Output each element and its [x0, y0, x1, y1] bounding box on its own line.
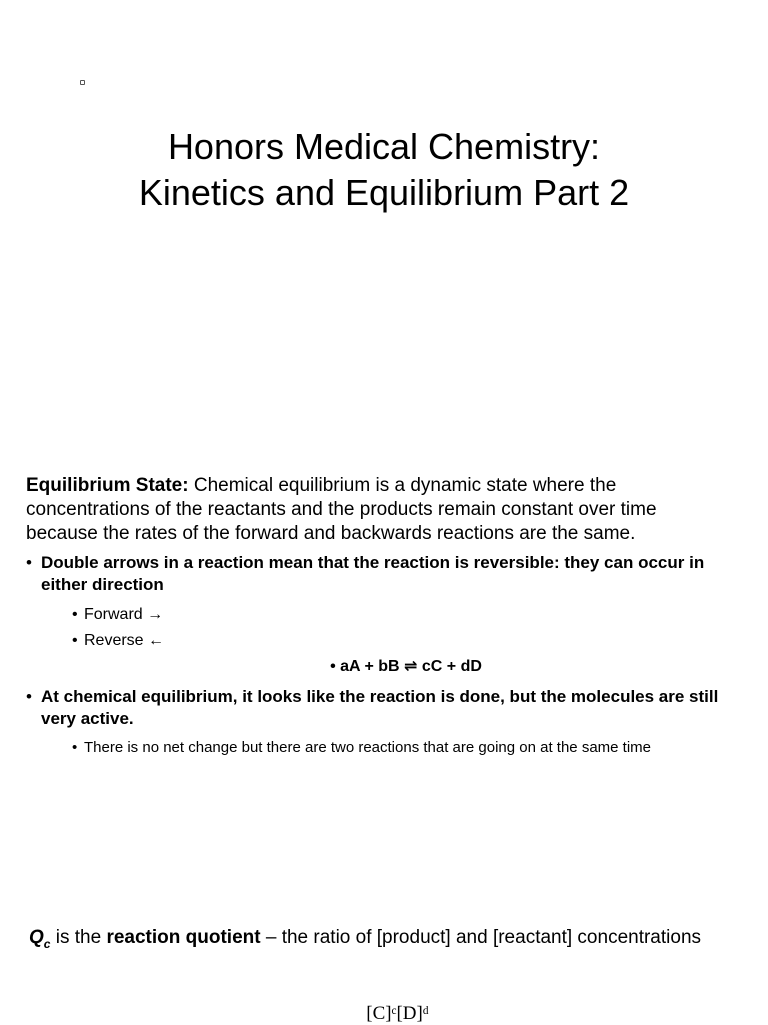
reaction-quotient-term: reaction quotient — [106, 927, 261, 948]
reaction-quotient-slide — [29, 926, 729, 956]
title-line-1: Honors Medical Chemistry: — [167, 126, 601, 167]
equilibrium-term: Equilibrium State: — [26, 475, 189, 496]
reaction-quotient-definition: – the ratio of [product] and [reactant] concentrations — [260, 927, 702, 948]
equilibrium-intro — [26, 474, 726, 546]
q-subscript: c — [43, 936, 51, 951]
sub-bullet-reverse: • Reverse ← — [72, 632, 165, 649]
bullet-double-arrows: • Double arrows in a reaction mean that the reaction is reversible: they can occur in either direction — [26, 552, 726, 596]
bullet-still-active: • At chemical equilibrium, it looks like the reaction is done, but the molecules are still very active. — [26, 686, 726, 730]
sub-bullet-forward: • Forward → — [72, 606, 164, 623]
formula-numerator: [C]ᶜ[D]ᵈ — [366, 1003, 429, 1024]
slide-title — [0, 124, 768, 216]
reaction-equation: • aA + bB ⇌ cC + dD — [330, 658, 482, 675]
q-symbol: Q — [29, 927, 44, 948]
equilibrium-definition: Chemical equilibrium is a dynamic state where the concentrations of the reactants and the products remain constant over time because the rates of the forward and backwards reactions are the same. — [26, 475, 657, 544]
equation-text: aA + bB ⇌ cC + dD — [340, 658, 482, 675]
placeholder-dot — [80, 80, 85, 85]
is-the-text: is the — [50, 927, 107, 948]
title-line-2: Kinetics and Equilibrium Part 2 — [138, 172, 630, 213]
equilibrium-slide — [26, 474, 726, 758]
sub-bullet-no-net-change: • There is no net change but there are two reactions that are going on at the same time — [72, 739, 652, 756]
direction-list — [26, 604, 726, 652]
forward-label: Forward → — [84, 606, 164, 623]
reverse-label: Reverse ← — [84, 632, 165, 649]
no-net-change-text: There is no net change but there are two reactions that are going on at the same time — [84, 739, 652, 756]
